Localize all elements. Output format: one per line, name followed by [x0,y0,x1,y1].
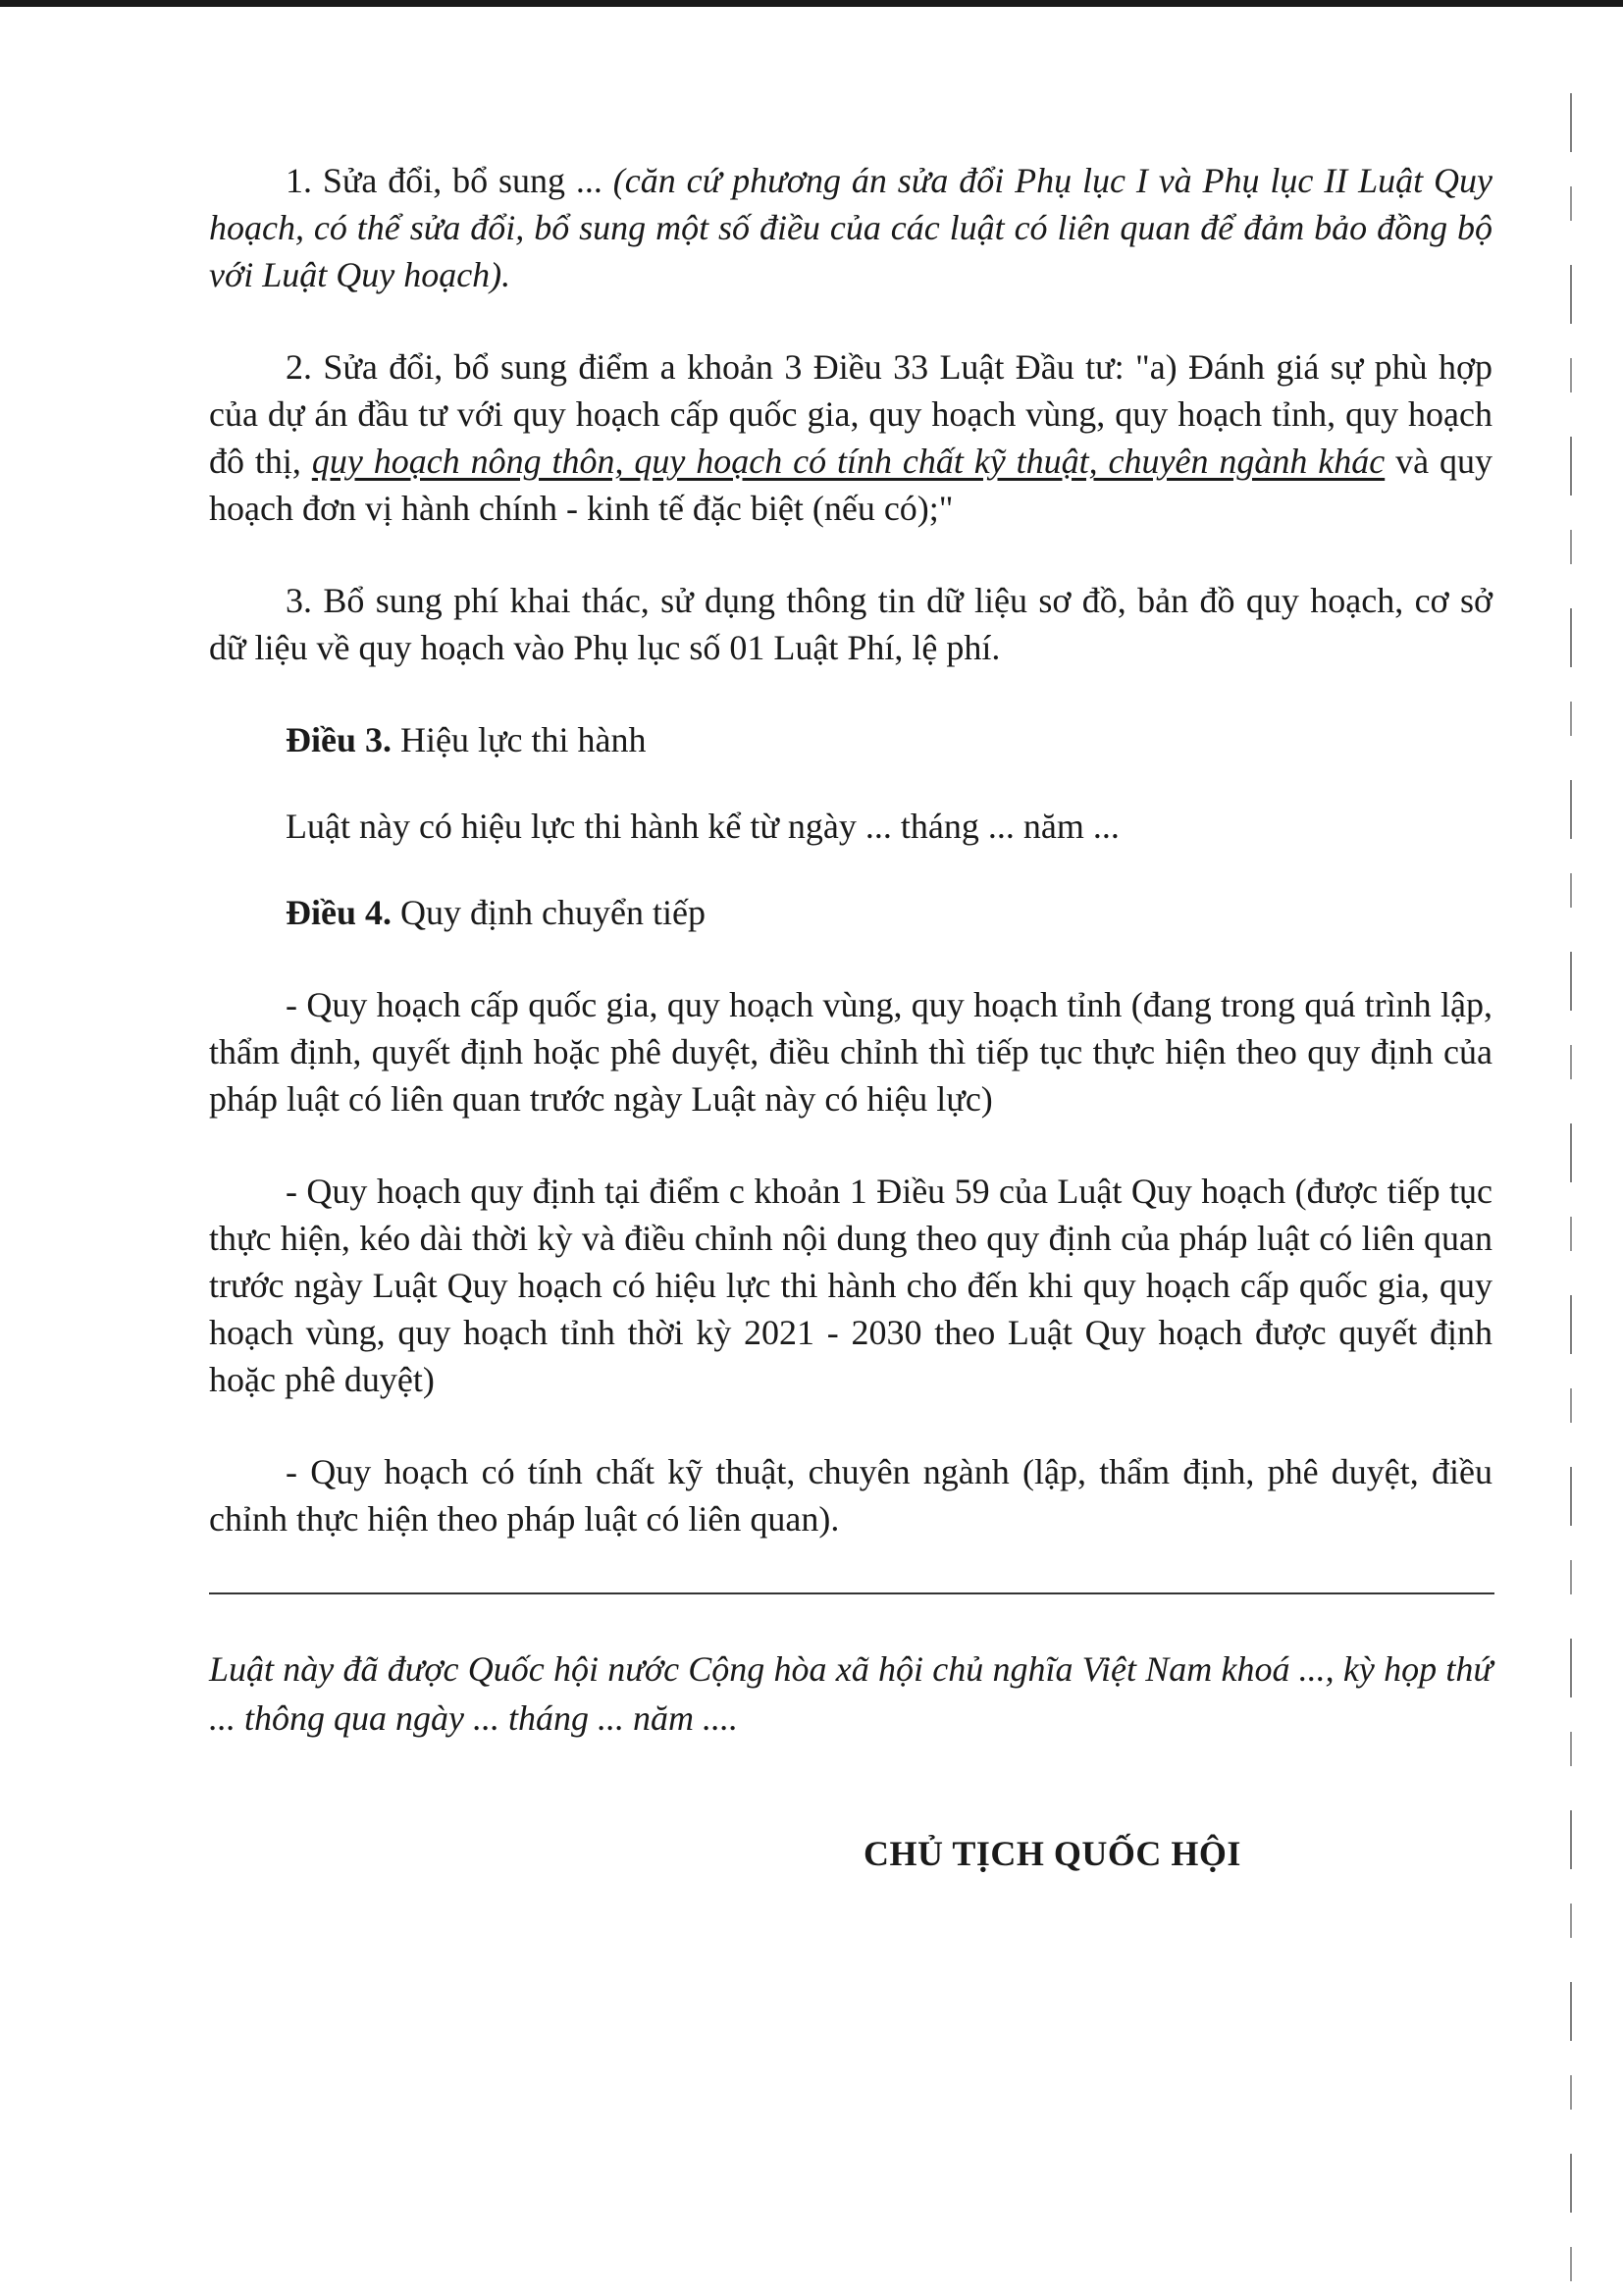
paragraph-1-note: (căn cứ phương án sửa đổi Phụ lục I và Phụ lục II Luật Quy hoạch, có thể sửa đổi, bổ sung một số điều của các luật có liên quan để đảm bảo đồng bộ với Luật Quy hoạch). [209,161,1492,294]
paragraph-1-lead: 1. Sửa đổi, bổ sung ... [286,161,602,200]
paragraph-2 [209,343,1492,532]
transition-item-1: - Quy hoạch cấp quốc gia, quy hoạch vùng, quy hoạch tỉnh (đang trong quá trình lập, thẩm định, quyết định hoặc phê duyệt, điều chỉnh thì tiếp tục thực hiện theo quy định của pháp luật có liên quan trước ngày Luật này có hiệu lực) [209,985,1492,1119]
article-4-label: Điều 4. [286,893,392,932]
section-divider [209,1592,1494,1594]
signature-title: CHỦ TỊCH QUỐC HỘI [864,1834,1241,1873]
document-body [209,157,1492,1588]
article-4-heading [209,889,1492,936]
effective-date-line: Luật này có hiệu lực thi hành kể từ ngày ... tháng ... năm ... [286,807,1120,846]
closing-note: Luật này đã được Quốc hội nước Cộng hòa xã hội chủ nghĩa Việt Nam khoá ..., kỳ họp thứ ... thông qua ngày ... tháng ... năm .... [209,1649,1492,1738]
article-4-title: Quy định chuyển tiếp [392,893,706,932]
paragraph-2-lead: 2. Sửa đổi, bổ sung điểm a khoản 3 Điều 33 Luật Đầu tư: "a) Đánh giá sự phù hợp của dự án đầu tư với quy hoạch cấp quốc gia, quy hoạch vùng, quy hoạch tỉnh, quy hoạch đô thị, [209,347,1492,481]
paragraph-2-tail: và quy hoạch đơn vị hành chính - kinh tế đặc biệt (nếu có);" [209,442,1492,528]
transition-item-2: - Quy hoạch quy định tại điểm c khoản 1 Điều 59 của Luật Quy hoạch (được tiếp tục thực hiện, kéo dài thời kỳ và điều chỉnh nội dung theo quy định của pháp luật có liên quan trước ngày Luật Quy hoạch có hiệu lực thi hành cho đến khi quy hoạch cấp quốc gia, quy hoạch vùng, quy hoạch tỉnh thời kỳ 2021 - 2030 theo Luật Quy hoạch được quyết định hoặc phê duyệt) [209,1172,1492,1399]
paragraph-2-underlined: quy hoạch nông thôn, quy hoạch có tính chất kỹ thuật, chuyên ngành khác [311,442,1386,481]
paragraph-3: 3. Bổ sung phí khai thác, sử dụng thông tin dữ liệu sơ đồ, bản đồ quy hoạch, cơ sở dữ liệu về quy hoạch vào Phụ lục số 01 Luật Phí, lệ phí. [209,581,1492,667]
article-3-title: Hiệu lực thi hành [392,720,647,759]
scan-edge-mark [1570,93,1572,2281]
article-3-heading [209,716,1492,763]
paragraph-1 [209,157,1492,298]
page-top-border [0,0,1623,7]
article-3-label: Điều 3. [286,720,392,759]
transition-item-3: - Quy hoạch có tính chất kỹ thuật, chuyên ngành (lập, thẩm định, phê duyệt, điều chỉnh thực hiện theo pháp luật có liên quan). [209,1452,1492,1539]
